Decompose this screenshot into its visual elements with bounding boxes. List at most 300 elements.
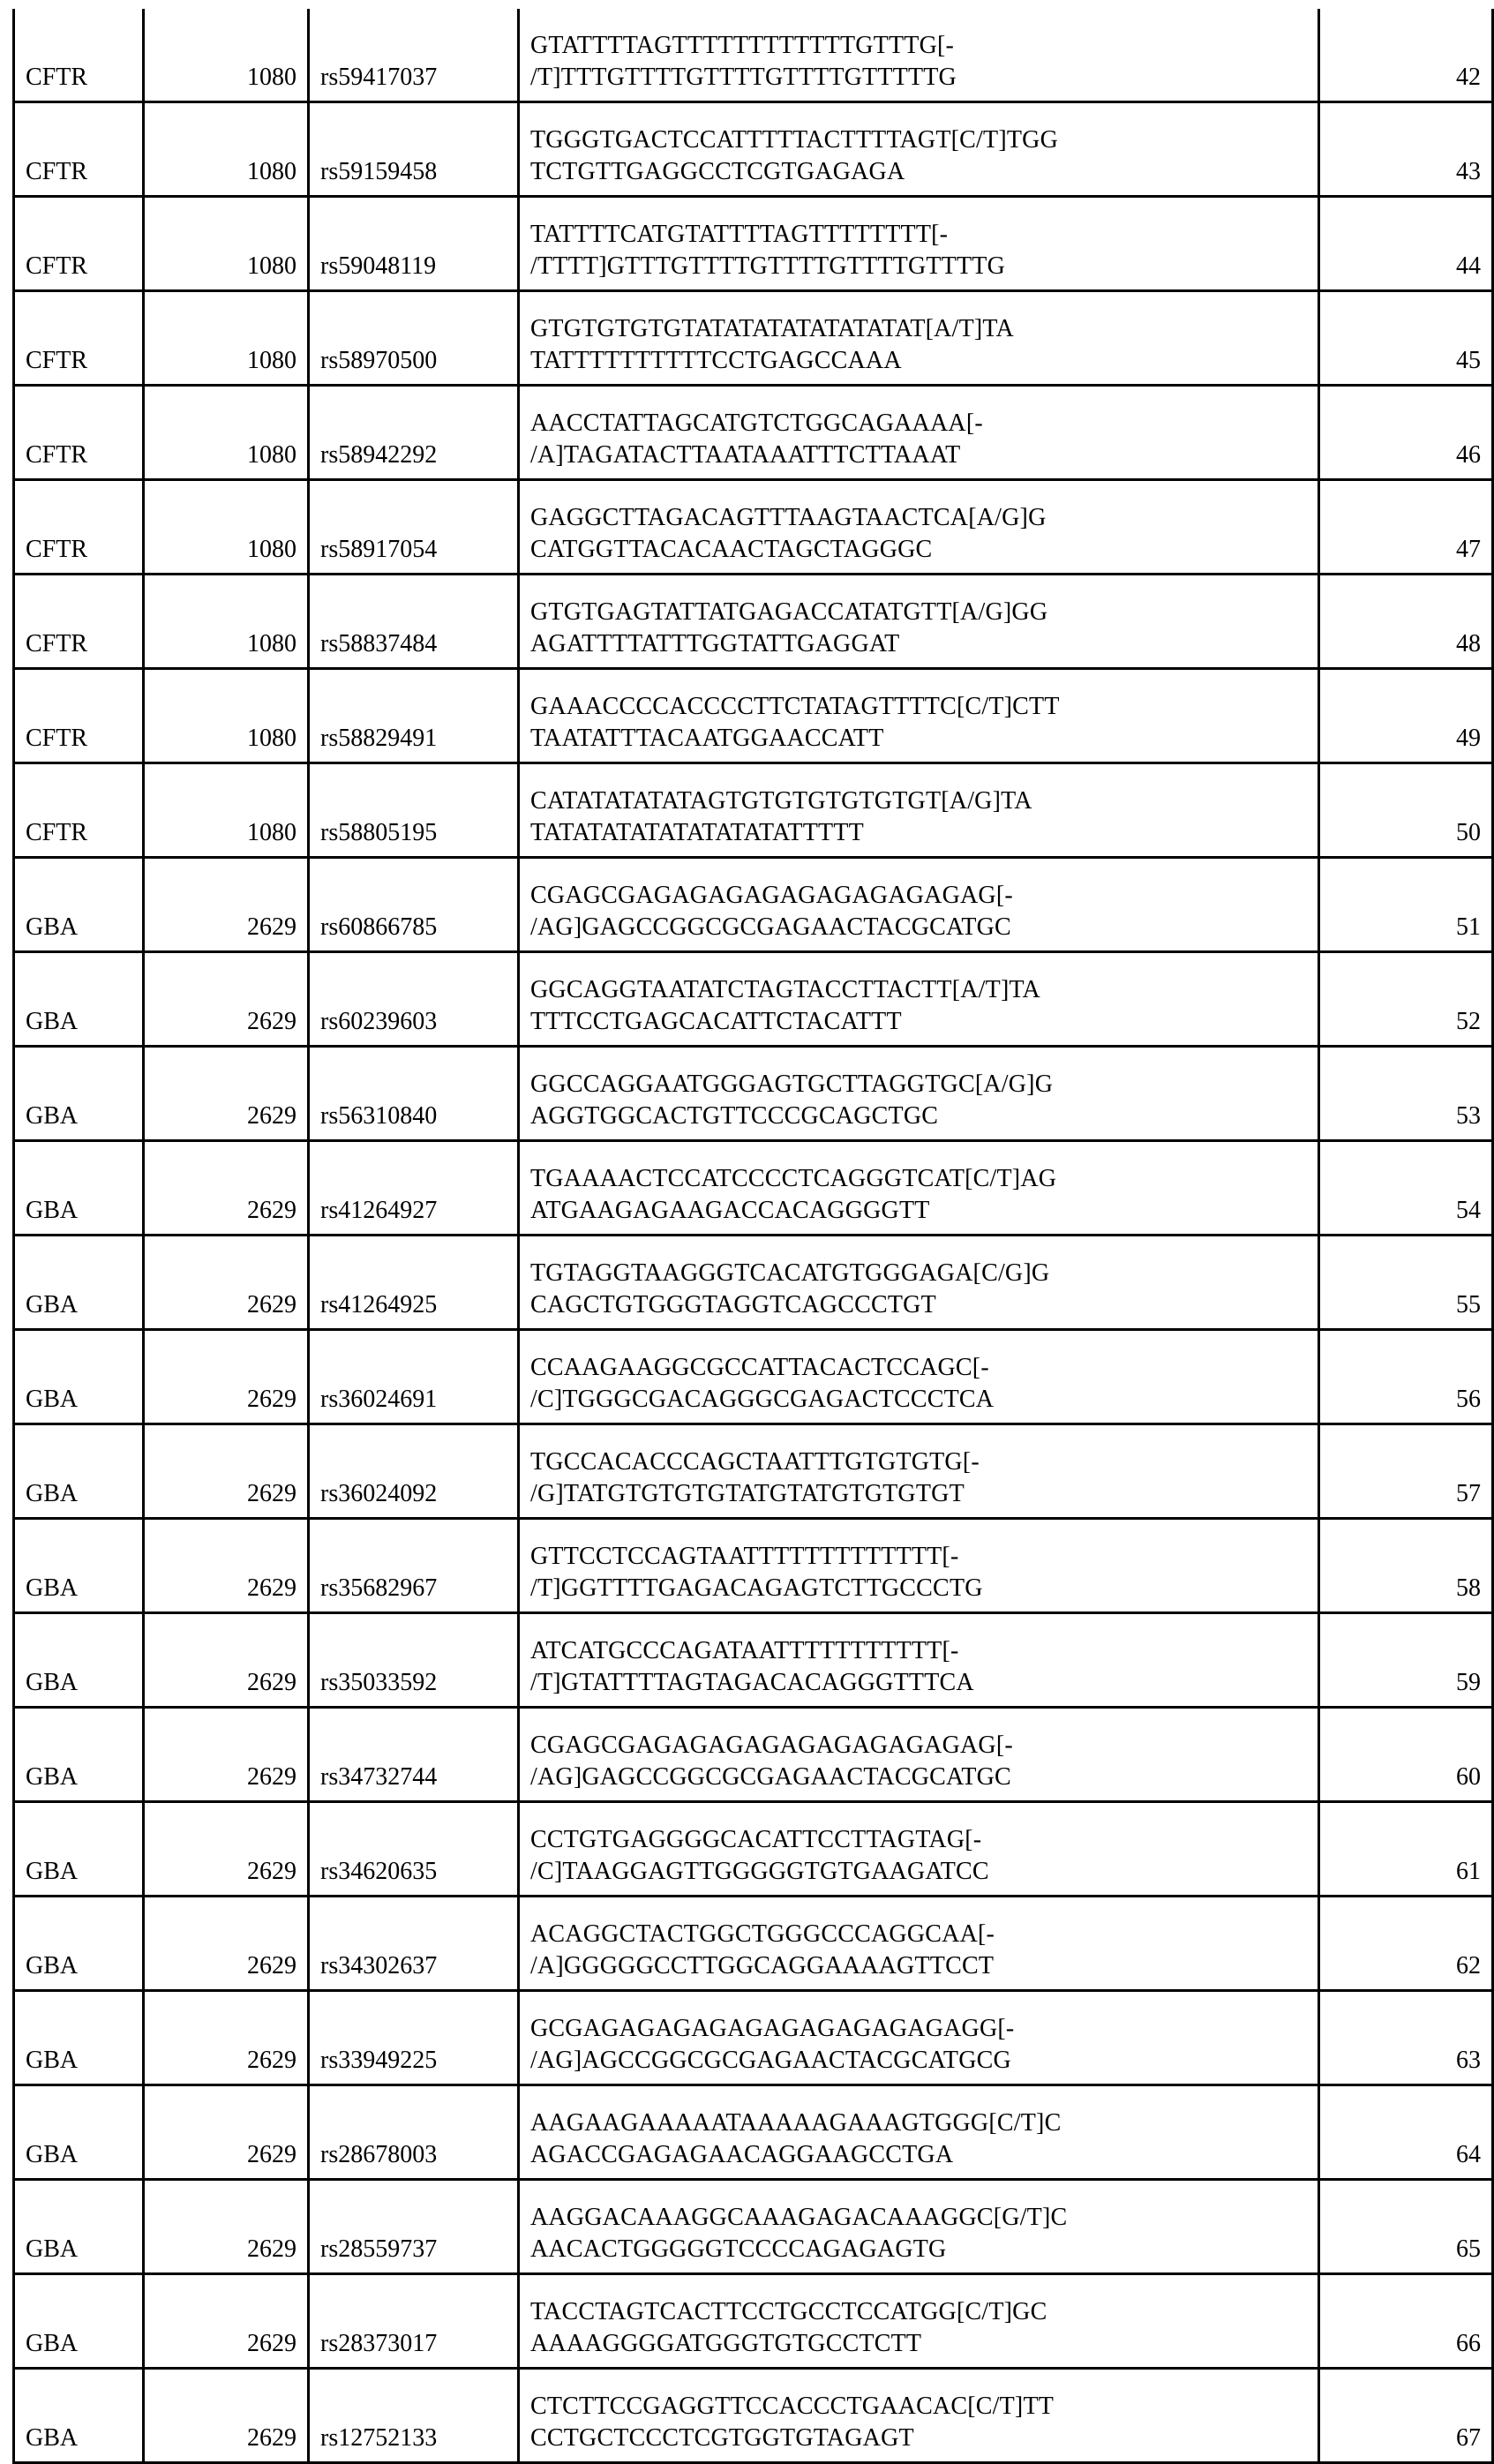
length-cell bbox=[144, 291, 309, 386]
gene-cell bbox=[14, 1424, 144, 1519]
length-cell bbox=[144, 2180, 309, 2274]
gene-length: 1080 bbox=[247, 158, 297, 185]
gene-cell bbox=[14, 2180, 144, 2274]
seq-id-cell bbox=[1319, 480, 1493, 575]
snp-id-cell bbox=[309, 1519, 519, 1613]
seq-id-cell bbox=[1319, 952, 1493, 1047]
table-row bbox=[14, 386, 1493, 480]
length-cell bbox=[144, 2085, 309, 2180]
gene-name: CFTR bbox=[26, 441, 88, 469]
sequence-line-1: CGAGCGAGAGAGAGAGAGAGAGAGAG[- bbox=[530, 882, 1013, 909]
snp-id-cell bbox=[309, 1991, 519, 2085]
gene-cell bbox=[14, 480, 144, 575]
gene-cell bbox=[14, 1613, 144, 1708]
table-row bbox=[14, 1708, 1493, 1802]
snp-id: rs33949225 bbox=[320, 2047, 438, 2074]
gene-cell bbox=[14, 102, 144, 197]
gene-cell bbox=[14, 1047, 144, 1141]
sequence-line-2: AGATTTTATTTGGTATTGAGGAT bbox=[530, 630, 900, 657]
gene-cell bbox=[14, 1991, 144, 2085]
sequence-cell bbox=[519, 669, 1319, 763]
gene-name: CFTR bbox=[26, 64, 88, 91]
sequence-line-2: /T]GTATTTTAGTAGACACAGGGTTTCA bbox=[530, 1669, 974, 1696]
sequence-line-1: AAGAAGAAAAATAAAAAGAAAGTGGG[C/T]C bbox=[530, 2109, 1062, 2137]
gene-cell bbox=[14, 1802, 144, 1897]
snp-id-cell bbox=[309, 763, 519, 858]
seq-id-number: 54 bbox=[1456, 1197, 1481, 1224]
snp-id-cell bbox=[309, 291, 519, 386]
table-row bbox=[14, 1897, 1493, 1991]
snp-id-cell bbox=[309, 1047, 519, 1141]
seq-id-cell bbox=[1319, 763, 1493, 858]
gene-length: 1080 bbox=[247, 630, 297, 657]
sequence-line-2: /A]GGGGGCCTTGGCAGGAAAAGTTCCT bbox=[530, 1952, 995, 1979]
length-cell bbox=[144, 1613, 309, 1708]
gene-name: GBA bbox=[26, 1480, 79, 1507]
table-row bbox=[14, 2369, 1493, 2463]
gene-name: CFTR bbox=[26, 158, 88, 185]
snp-id: rs58829491 bbox=[320, 725, 438, 752]
table-row bbox=[14, 1424, 1493, 1519]
snp-id: rs58970500 bbox=[320, 347, 438, 374]
length-cell bbox=[144, 1141, 309, 1236]
gene-length: 2629 bbox=[247, 1763, 297, 1791]
table-row bbox=[14, 669, 1493, 763]
gene-cell bbox=[14, 763, 144, 858]
sequence-line-1: ATCATGCCCAGATAATTTTTTTTTTT[- bbox=[530, 1637, 959, 1664]
table-row bbox=[14, 1519, 1493, 1613]
seq-id-number: 45 bbox=[1456, 347, 1481, 374]
gene-cell bbox=[14, 575, 144, 669]
snp-id-cell bbox=[309, 1708, 519, 1802]
gene-cell bbox=[14, 197, 144, 291]
seq-id-cell bbox=[1319, 2085, 1493, 2180]
sequence-cell bbox=[519, 102, 1319, 197]
length-cell bbox=[144, 1519, 309, 1613]
snp-id: rs34302637 bbox=[320, 1952, 438, 1979]
sequence-line-2: ATGAAGAGAAGACCACAGGGGTT bbox=[530, 1197, 930, 1224]
length-cell bbox=[144, 669, 309, 763]
gene-cell bbox=[14, 1708, 144, 1802]
gene-cell bbox=[14, 2085, 144, 2180]
table-row bbox=[14, 858, 1493, 952]
seq-id-number: 63 bbox=[1456, 2047, 1481, 2074]
seq-id-number: 48 bbox=[1456, 630, 1481, 657]
snp-id-cell bbox=[309, 2085, 519, 2180]
sequence-line-2: /A]TAGATACTTAATAAATTTCTTAAAT bbox=[530, 441, 961, 469]
sequence-cell bbox=[519, 1519, 1319, 1613]
sequence-line-1: AACCTATTAGCATGTCTGGCAGAAAA[- bbox=[530, 409, 983, 437]
sequence-cell bbox=[519, 480, 1319, 575]
table-row bbox=[14, 197, 1493, 291]
sequence-cell bbox=[519, 291, 1319, 386]
snp-id: rs28559737 bbox=[320, 2235, 438, 2263]
gene-name: GBA bbox=[26, 2047, 79, 2074]
seq-id-number: 61 bbox=[1456, 1858, 1481, 1885]
sequence-cell bbox=[519, 1047, 1319, 1141]
seq-id-number: 57 bbox=[1456, 1480, 1481, 1507]
seq-id-cell bbox=[1319, 575, 1493, 669]
snp-id: rs28373017 bbox=[320, 2330, 438, 2357]
seq-id-number: 53 bbox=[1456, 1102, 1481, 1130]
length-cell bbox=[144, 1802, 309, 1897]
snp-sequence-table bbox=[12, 9, 1494, 2464]
table-row bbox=[14, 480, 1493, 575]
gene-cell bbox=[14, 669, 144, 763]
sequence-line-2: TATTTTTTTTTTCCTGAGCCAAA bbox=[530, 347, 902, 374]
table-row bbox=[14, 2180, 1493, 2274]
seq-id-cell bbox=[1319, 386, 1493, 480]
gene-cell bbox=[14, 1330, 144, 1424]
sequence-cell bbox=[519, 858, 1319, 952]
sequence-line-1: TACCTAGTCACTTCCTGCCTCCATGG[C/T]GC bbox=[530, 2298, 1047, 2325]
sequence-cell bbox=[519, 1897, 1319, 1991]
length-cell bbox=[144, 575, 309, 669]
seq-id-cell bbox=[1319, 1141, 1493, 1236]
gene-name: GBA bbox=[26, 1574, 79, 1602]
sequence-line-1: GGCAGGTAATATCTAGTACCTTACTT[A/T]TA bbox=[530, 976, 1040, 1003]
seq-id-number: 49 bbox=[1456, 725, 1481, 752]
sequence-line-1: CGAGCGAGAGAGAGAGAGAGAGAGAG[- bbox=[530, 1732, 1013, 1759]
snp-id-cell bbox=[309, 2369, 519, 2463]
length-cell bbox=[144, 1047, 309, 1141]
snp-id-cell bbox=[309, 669, 519, 763]
length-cell bbox=[144, 2369, 309, 2463]
gene-name: CFTR bbox=[26, 630, 88, 657]
snp-id: rs58917054 bbox=[320, 536, 438, 563]
table-body bbox=[14, 9, 1493, 2463]
snp-id-cell bbox=[309, 9, 519, 102]
sequence-line-1: GTGTGAGTATTATGAGACCATATGTT[A/G]GG bbox=[530, 598, 1048, 626]
seq-id-number: 42 bbox=[1456, 64, 1481, 91]
seq-id-number: 58 bbox=[1456, 1574, 1481, 1602]
gene-name: GBA bbox=[26, 1952, 79, 1979]
table-row bbox=[14, 2274, 1493, 2369]
gene-name: CFTR bbox=[26, 536, 88, 563]
seq-id-number: 55 bbox=[1456, 1291, 1481, 1318]
gene-length: 2629 bbox=[247, 2141, 297, 2168]
gene-name: GBA bbox=[26, 2330, 79, 2357]
sequence-cell bbox=[519, 9, 1319, 102]
sequence-line-2: CATGGTTACACAACTAGCTAGGGC bbox=[530, 536, 933, 563]
sequence-cell bbox=[519, 1991, 1319, 2085]
gene-length: 2629 bbox=[247, 913, 297, 941]
snp-id: rs59048119 bbox=[320, 252, 437, 280]
gene-length: 2629 bbox=[247, 1291, 297, 1318]
table-row bbox=[14, 763, 1493, 858]
snp-id: rs59417037 bbox=[320, 64, 438, 91]
sequence-line-1: TGGGTGACTCCATTTTTACTTTTAGT[C/T]TGG bbox=[530, 126, 1058, 154]
sequence-line-2: /AG]AGCCGGCGCGAGAACTACGCATGCG bbox=[530, 2047, 1011, 2074]
seq-id-cell bbox=[1319, 2369, 1493, 2463]
sequence-line-1: TGTAGGTAAGGGTCACATGTGGGAGA[C/G]G bbox=[530, 1259, 1050, 1287]
sequence-line-2: TCTGTTGAGGCCTCGTGAGAGA bbox=[530, 158, 905, 185]
gene-length: 2629 bbox=[247, 1669, 297, 1696]
seq-id-number: 65 bbox=[1456, 2235, 1481, 2263]
sequence-line-2: CAGCTGTGGGTAGGTCAGCCCTGT bbox=[530, 1291, 936, 1318]
gene-name: GBA bbox=[26, 1008, 79, 1035]
sequence-line-2: AGGTGGCACTGTTCCCGCAGCTGC bbox=[530, 1102, 939, 1130]
sequence-line-2: /AG]GAGCCGGCGCGAGAACTACGCATGC bbox=[530, 1763, 1011, 1791]
seq-id-cell bbox=[1319, 1708, 1493, 1802]
length-cell bbox=[144, 386, 309, 480]
snp-id: rs35682967 bbox=[320, 1574, 438, 1602]
gene-cell bbox=[14, 386, 144, 480]
length-cell bbox=[144, 1330, 309, 1424]
table-row bbox=[14, 1047, 1493, 1141]
snp-id: rs36024691 bbox=[320, 1386, 438, 1413]
seq-id-cell bbox=[1319, 1991, 1493, 2085]
table-row bbox=[14, 9, 1493, 102]
sequence-cell bbox=[519, 1330, 1319, 1424]
seq-id-cell bbox=[1319, 1047, 1493, 1141]
gene-name: CFTR bbox=[26, 252, 88, 280]
sequence-line-1: GTATTTTAGTTTTTTTTTTTTGTTTG[- bbox=[530, 32, 955, 59]
seq-id-cell bbox=[1319, 858, 1493, 952]
gene-name: GBA bbox=[26, 2235, 79, 2263]
table-row bbox=[14, 291, 1493, 386]
seq-id-cell bbox=[1319, 9, 1493, 102]
seq-id-number: 66 bbox=[1456, 2330, 1481, 2357]
gene-cell bbox=[14, 952, 144, 1047]
gene-length: 2629 bbox=[247, 2047, 297, 2074]
snp-id: rs59159458 bbox=[320, 158, 438, 185]
sequence-line-1: GTGTGTGTGTATATATATATATATAT[A/T]TA bbox=[530, 315, 1014, 342]
gene-length: 1080 bbox=[247, 441, 297, 469]
gene-cell bbox=[14, 1141, 144, 1236]
sequence-cell bbox=[519, 952, 1319, 1047]
sequence-line-1: GGCCAGGAATGGGAGTGCTTAGGTGC[A/G]G bbox=[530, 1070, 1054, 1098]
table-row bbox=[14, 1802, 1493, 1897]
gene-length: 2629 bbox=[247, 1008, 297, 1035]
length-cell bbox=[144, 763, 309, 858]
gene-length: 1080 bbox=[247, 347, 297, 374]
snp-id: rs56310840 bbox=[320, 1102, 438, 1130]
table-row bbox=[14, 1613, 1493, 1708]
table-row bbox=[14, 1991, 1493, 2085]
gene-name: GBA bbox=[26, 913, 79, 941]
snp-id: rs58805195 bbox=[320, 819, 438, 846]
length-cell bbox=[144, 9, 309, 102]
snp-id-cell bbox=[309, 1330, 519, 1424]
sequence-cell bbox=[519, 1141, 1319, 1236]
seq-id-cell bbox=[1319, 1330, 1493, 1424]
length-cell bbox=[144, 197, 309, 291]
sequence-cell bbox=[519, 2274, 1319, 2369]
snp-id-cell bbox=[309, 858, 519, 952]
seq-id-number: 43 bbox=[1456, 158, 1481, 185]
sequence-line-2: /T]GGTTTTGAGACAGAGTCTTGCCCTG bbox=[530, 1574, 983, 1602]
sequence-line-1: CCAAGAAGGCGCCATTACACTCCAGC[- bbox=[530, 1354, 989, 1381]
sequence-cell bbox=[519, 575, 1319, 669]
length-cell bbox=[144, 1991, 309, 2085]
gene-length: 1080 bbox=[247, 64, 297, 91]
sequence-cell bbox=[519, 197, 1319, 291]
gene-name: GBA bbox=[26, 2141, 79, 2168]
gene-length: 1080 bbox=[247, 536, 297, 563]
seq-id-cell bbox=[1319, 102, 1493, 197]
seq-id-cell bbox=[1319, 1424, 1493, 1519]
sequence-line-2: TTTCCTGAGCACATTCTACATTT bbox=[530, 1008, 902, 1035]
gene-cell bbox=[14, 858, 144, 952]
gene-name: GBA bbox=[26, 2424, 79, 2452]
snp-id: rs28678003 bbox=[320, 2141, 438, 2168]
snp-id-cell bbox=[309, 1802, 519, 1897]
sequence-line-1: GTTCCTCCAGTAATTTTTTTTTTTTT[- bbox=[530, 1543, 959, 1570]
snp-id-cell bbox=[309, 2274, 519, 2369]
snp-id-cell bbox=[309, 1141, 519, 1236]
gene-length: 2629 bbox=[247, 1952, 297, 1979]
table-row bbox=[14, 952, 1493, 1047]
gene-name: CFTR bbox=[26, 819, 88, 846]
seq-id-number: 51 bbox=[1456, 913, 1481, 941]
length-cell bbox=[144, 2274, 309, 2369]
gene-length: 1080 bbox=[247, 252, 297, 280]
seq-id-cell bbox=[1319, 669, 1493, 763]
snp-id-cell bbox=[309, 1897, 519, 1991]
length-cell bbox=[144, 858, 309, 952]
seq-id-number: 46 bbox=[1456, 441, 1481, 469]
gene-length: 2629 bbox=[247, 1480, 297, 1507]
snp-id: rs34620635 bbox=[320, 1858, 438, 1885]
seq-id-number: 52 bbox=[1456, 1008, 1481, 1035]
seq-id-cell bbox=[1319, 1802, 1493, 1897]
sequence-line-1: CTCTTCCGAGGTTCCACCCTGAACAC[C/T]TT bbox=[530, 2393, 1055, 2420]
sequence-line-1: CCTGTGAGGGGCACATTCCTTAGTAG[- bbox=[530, 1826, 982, 1853]
seq-id-cell bbox=[1319, 2180, 1493, 2274]
gene-length: 2629 bbox=[247, 2330, 297, 2357]
table-row bbox=[14, 575, 1493, 669]
seq-id-cell bbox=[1319, 2274, 1493, 2369]
snp-id: rs58837484 bbox=[320, 630, 438, 657]
gene-cell bbox=[14, 291, 144, 386]
gene-length: 2629 bbox=[247, 2235, 297, 2263]
table-row bbox=[14, 102, 1493, 197]
gene-length: 1080 bbox=[247, 819, 297, 846]
seq-id-number: 59 bbox=[1456, 1669, 1481, 1696]
sequence-cell bbox=[519, 2085, 1319, 2180]
sequence-line-1: GAAACCCCACCCCTTCTATAGTTTTC[C/T]CTT bbox=[530, 693, 1060, 720]
gene-name: CFTR bbox=[26, 347, 88, 374]
seq-id-number: 67 bbox=[1456, 2424, 1481, 2452]
gene-length: 2629 bbox=[247, 1102, 297, 1130]
seq-id-cell bbox=[1319, 1519, 1493, 1613]
snp-id-cell bbox=[309, 1236, 519, 1330]
sequence-cell bbox=[519, 763, 1319, 858]
sequence-line-1: TGAAAACTCCATCCCCTCAGGGTCAT[C/T]AG bbox=[530, 1165, 1057, 1192]
sequence-cell bbox=[519, 2180, 1319, 2274]
sequence-line-1: ACAGGCTACTGGCTGGGCCCAGGCAA[- bbox=[530, 1920, 995, 1948]
sequence-line-1: TATTTTCATGTATTTTAGTTTTTTTT[- bbox=[530, 221, 949, 248]
seq-id-number: 60 bbox=[1456, 1763, 1481, 1791]
snp-id-cell bbox=[309, 480, 519, 575]
seq-id-number: 47 bbox=[1456, 536, 1481, 563]
gene-name: GBA bbox=[26, 1858, 79, 1885]
seq-id-cell bbox=[1319, 1236, 1493, 1330]
snp-id: rs35033592 bbox=[320, 1669, 438, 1696]
sequence-line-1: CATATATATATAGTGTGTGTGTGTGT[A/G]TA bbox=[530, 787, 1032, 815]
sequence-line-2: /AG]GAGCCGGCGCGAGAACTACGCATGC bbox=[530, 913, 1011, 941]
snp-id: rs58942292 bbox=[320, 441, 438, 469]
gene-name: GBA bbox=[26, 1102, 79, 1130]
sequence-cell bbox=[519, 1236, 1319, 1330]
snp-id: rs36024092 bbox=[320, 1480, 438, 1507]
snp-id-cell bbox=[309, 386, 519, 480]
length-cell bbox=[144, 102, 309, 197]
sequence-line-2: /G]TATGTGTGTGTATGTATGTGTGTGT bbox=[530, 1480, 965, 1507]
sequence-line-2: /C]TGGGCGACAGGGCGAGACTCCCTCA bbox=[530, 1386, 995, 1413]
sequence-line-1: GCGAGAGAGAGAGAGAGAGAGAGAGG[- bbox=[530, 2015, 1015, 2042]
sequence-line-2: /T]TTTGTTTTGTTTTGTTTTGTTTTTG bbox=[530, 64, 957, 91]
sequence-cell bbox=[519, 1802, 1319, 1897]
seq-id-cell bbox=[1319, 197, 1493, 291]
snp-id-cell bbox=[309, 1424, 519, 1519]
sequence-cell bbox=[519, 2369, 1319, 2463]
gene-name: GBA bbox=[26, 1669, 79, 1696]
gene-length: 2629 bbox=[247, 1197, 297, 1224]
length-cell bbox=[144, 1897, 309, 1991]
sequence-line-2: /TTTT]GTTTGTTTTGTTTTGTTTTGTTTTG bbox=[530, 252, 1006, 280]
gene-name: CFTR bbox=[26, 725, 88, 752]
gene-length: 1080 bbox=[247, 725, 297, 752]
seq-id-number: 64 bbox=[1456, 2141, 1481, 2168]
sequence-line-2: CCTGCTCCCTCGTGGTGTAGAGT bbox=[530, 2424, 914, 2452]
seq-id-cell bbox=[1319, 1613, 1493, 1708]
sequence-line-1: AAGGACAAAGGCAAAGAGACAAAGGC[G/T]C bbox=[530, 2204, 1068, 2231]
seq-id-number: 56 bbox=[1456, 1386, 1481, 1413]
table-row bbox=[14, 1330, 1493, 1424]
gene-cell bbox=[14, 1897, 144, 1991]
gene-cell bbox=[14, 9, 144, 102]
table-row bbox=[14, 1141, 1493, 1236]
sequence-line-2: TAATATTTACAATGGAACCATT bbox=[530, 725, 884, 752]
table-row bbox=[14, 2085, 1493, 2180]
table-row bbox=[14, 1236, 1493, 1330]
snp-id: rs41264925 bbox=[320, 1291, 438, 1318]
snp-id: rs60866785 bbox=[320, 913, 438, 941]
length-cell bbox=[144, 1236, 309, 1330]
snp-id-cell bbox=[309, 952, 519, 1047]
gene-length: 2629 bbox=[247, 1386, 297, 1413]
gene-length: 2629 bbox=[247, 2424, 297, 2452]
length-cell bbox=[144, 480, 309, 575]
snp-id-cell bbox=[309, 2180, 519, 2274]
sequence-line-1: TGCCACACCCAGCTAATTTGTGTGTG[- bbox=[530, 1448, 980, 1476]
snp-id-cell bbox=[309, 1613, 519, 1708]
length-cell bbox=[144, 1424, 309, 1519]
snp-id: rs12752133 bbox=[320, 2424, 438, 2452]
sequence-line-1: GAGGCTTAGACAGTTTAAGTAACTCA[A/G]G bbox=[530, 504, 1047, 531]
snp-id: rs60239603 bbox=[320, 1008, 438, 1035]
seq-id-cell bbox=[1319, 291, 1493, 386]
gene-cell bbox=[14, 2369, 144, 2463]
sequence-cell bbox=[519, 1613, 1319, 1708]
seq-id-number: 44 bbox=[1456, 252, 1481, 280]
gene-name: GBA bbox=[26, 1763, 79, 1791]
snp-id-cell bbox=[309, 102, 519, 197]
gene-name: GBA bbox=[26, 1291, 79, 1318]
seq-id-number: 50 bbox=[1456, 819, 1481, 846]
seq-id-number: 62 bbox=[1456, 1952, 1481, 1979]
sequence-line-2: AAAAGGGGATGGGTGTGCCTCTT bbox=[530, 2330, 922, 2357]
snp-id-cell bbox=[309, 575, 519, 669]
snp-id: rs34732744 bbox=[320, 1763, 438, 1791]
gene-cell bbox=[14, 2274, 144, 2369]
sequence-cell bbox=[519, 386, 1319, 480]
sequence-cell bbox=[519, 1424, 1319, 1519]
snp-id-cell bbox=[309, 197, 519, 291]
gene-name: GBA bbox=[26, 1386, 79, 1413]
